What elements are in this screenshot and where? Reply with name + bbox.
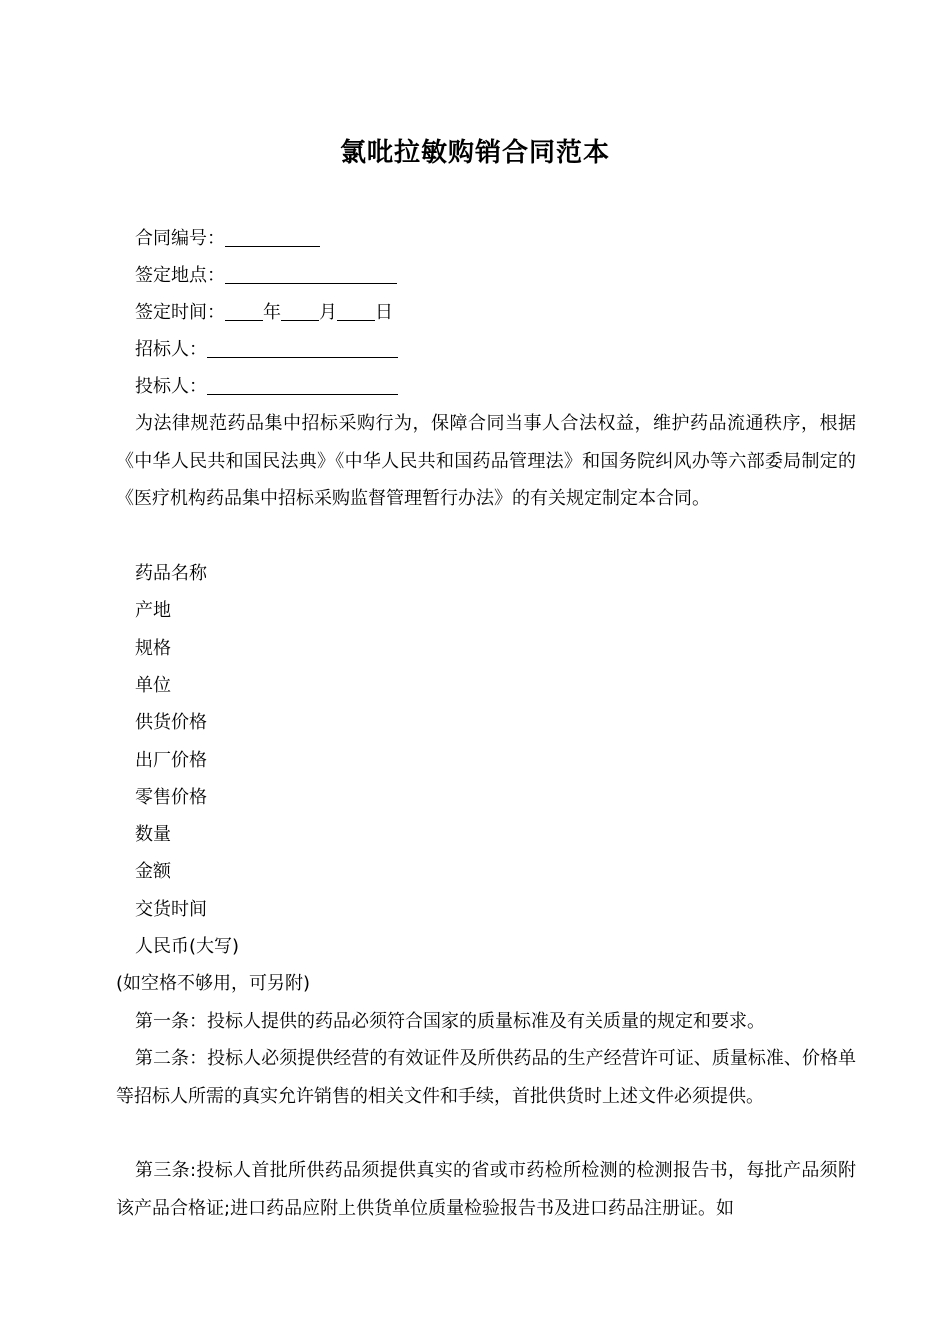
- article-3: 第三条:投标人首批所供药品须提供真实的省或市药检所检测的检测报告书，每批产品须附该产品合格证;进口药品应附上供货单位质量检验报告书及进口药品注册证。如: [116, 1160, 856, 1219]
- sign-time-field: [116, 294, 875, 331]
- item-factory-price: 出厂价格: [135, 750, 207, 771]
- bidder-blank: [207, 372, 398, 395]
- sign-place-label: 签定地点：: [135, 265, 225, 286]
- item-note: (如空格不够用，可另附): [116, 973, 311, 994]
- item-delivery-time: 交货时间: [135, 899, 207, 920]
- day-label: 日: [375, 302, 393, 323]
- tenderer-label: 招标人：: [135, 339, 207, 360]
- month-label: 月: [319, 302, 337, 323]
- sign-time-label: 签定时间：: [135, 302, 225, 323]
- article-2: 第二条：投标人必须提供经营的有效证件及所供药品的生产经营许可证、质量标准、价格单等招标人所需的真实允许销售的相关文件和手续，首批供货时上述文件必须提供。: [116, 1048, 856, 1107]
- year-label: 年: [263, 302, 281, 323]
- item-retail-price: 零售价格: [135, 787, 207, 808]
- sign-place-field: [116, 257, 875, 294]
- day-blank: [337, 298, 375, 321]
- item-supply-price: 供货价格: [135, 712, 207, 733]
- item-unit: 单位: [135, 675, 171, 696]
- year-blank: [225, 298, 263, 321]
- bidder-field: [116, 368, 875, 405]
- item-drug-name: 药品名称: [135, 563, 207, 584]
- item-rmb-uppercase: 人民币(大写): [135, 936, 240, 957]
- item-amount: 金额: [135, 861, 171, 882]
- tenderer-field: [116, 331, 875, 368]
- contract-number-blank: [225, 224, 320, 247]
- item-origin: 产地: [135, 600, 171, 621]
- bidder-label: 投标人：: [135, 376, 207, 397]
- sign-place-blank: [225, 261, 397, 284]
- month-blank: [281, 298, 319, 321]
- article-1: 第一条：投标人提供的药品必须符合国家的质量标准及有关质量的规定和要求。: [135, 1011, 765, 1032]
- document-title: 氯吡拉敏购销合同范本: [339, 138, 610, 168]
- contract-number-field: [116, 220, 875, 257]
- contract-number-label: 合同编号：: [135, 228, 225, 249]
- item-spec: 规格: [135, 638, 171, 659]
- item-quantity: 数量: [135, 824, 171, 845]
- intro-paragraph: 为法律规范药品集中招标采购行为，保障合同当事人合法权益，维护药品流通秩序，根据《中华人民共和国民法典》《中华人民共和国药品管理法》和国务院纠风办等六部委局制定的《医疗机构药品集中招标采购监督管理暂行办法》的有关规定制定本合同。: [116, 413, 856, 509]
- tenderer-blank: [207, 335, 398, 358]
